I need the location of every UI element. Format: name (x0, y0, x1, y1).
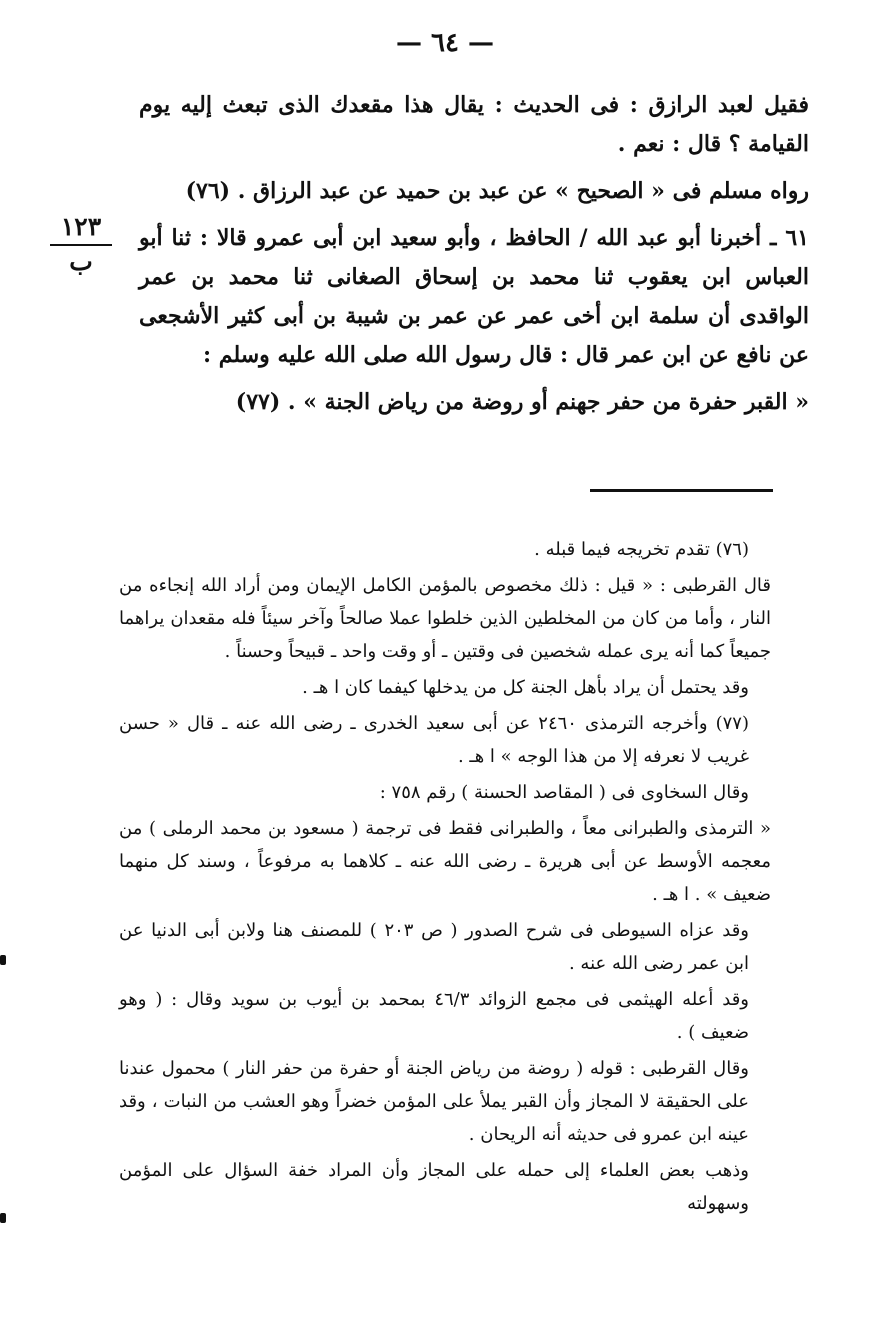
footnotes (119, 533, 771, 1220)
footnote-paragraph: وقد أعله الهيثمى فى مجمع الزوائد ٤٦/٣ بمحمد بن أيوب بن سويد وقال : ( وهو ضعيف ) . (119, 989, 749, 1043)
main-paragraph: ٦١ ـ أخبرنا أبو عبد الله / الحافظ ، وأبو سعيد ابن أبى عمرو قالا : ثنا أبو العباس ابن يعقوب ثنا محمد بن إسحاق الصغانى ثنا محمد بن عمر الواقدى أن سلمة ابن أخى عمر عن عمر بن شيبة بن أبى كثير الأشجعى عن نافع عن ابن عمر قال : قال رسول الله صلى الله عليه وسلم : (139, 225, 809, 368)
scan-speck (0, 1213, 6, 1223)
main-paragraph: رواه مسلم فى « الصحيح » عن عبد بن حميد عن عبد الرزاق . (٧٦) (185, 178, 809, 204)
footnote-paragraph: وذهب بعض العلماء إلى حمله على المجاز وأن المراد خفة السؤال على المؤمن وسهولته (119, 1160, 749, 1214)
page-number: — ٦٤ — (395, 28, 495, 58)
footnote-paragraph: وقال السخاوى فى ( المقاصد الحسنة ) رقم ٧٥٨ : (379, 782, 749, 803)
folio-number: ١٢٣ (50, 212, 112, 246)
main-text (139, 86, 809, 422)
main-paragraph: « القبر حفرة من حفر جهنم أو روضة من رياض الجنة » . (٧٧) (235, 389, 809, 415)
folio-side: ب (69, 247, 93, 276)
footnote-paragraph: (٧٦) تقدم تخريجه فيما قبله . (534, 539, 749, 560)
scan-speck (0, 955, 6, 965)
footnote-paragraph: (٧٧) وأخرجه الترمذى ٢٤٦٠ عن أبى سعيد الخدرى ـ رضى الله عنه ـ قال « حسن غريب لا نعرفه إلا من هذا الوجه » ا هـ . (119, 713, 749, 767)
manuscript-folio-note (50, 212, 112, 278)
main-paragraph: فقيل لعبد الرازق : فى الحديث : يقال هذا مقعدك الذى تبعث إليه يوم القيامة ؟ قال : نعم . (139, 92, 809, 157)
footnote-paragraph: وقد عزاه السيوطى فى شرح الصدور ( ص ٢٠٣ ) للمصنف هنا ولابن أبى الدنيا عن ابن عمر رضى الله عنه . (119, 920, 749, 974)
footnote-paragraph: « الترمذى والطبرانى معاً ، والطبرانى فقط فى ترجمة ( مسعود بن محمد الرملى ) من معجمه الأوسط عن أبى هريرة ـ رضى الله عنه ـ كلاهما به مرفوعاً ، وسند كل منهما ضعيف » . ا هـ . (119, 818, 771, 905)
footnote-paragraph: قال القرطبى : « قيل : ذلك مخصوص بالمؤمن الكامل الإيمان ومن أراد الله إنجاءه من النار ، وأما من كان من المخلطين الذين خلطوا عملا صالحاً وآخر سيئاً فله مقعدان يراهما جميعاً كما أنه يرى عمله شخصين فى وقتين ـ أو وقت واحد ـ قبيحاً وحسناً . (119, 575, 771, 662)
footnote-paragraph: وقال القرطبى : قوله ( روضة من رياض الجنة أو حفرة من حفر النار ) محمول عندنا على الحقيقة لا المجاز وأن القبر يملأ على المؤمن خضراً وهو العشب من النبات ، وقد عينه ابن عمرو فى حديثه أنه الريحان . (119, 1058, 749, 1145)
footnote-separator (590, 489, 773, 492)
footnote-paragraph: وقد يحتمل أن يراد بأهل الجنة كل من يدخلها كيفما كان ا هـ . (302, 677, 749, 698)
